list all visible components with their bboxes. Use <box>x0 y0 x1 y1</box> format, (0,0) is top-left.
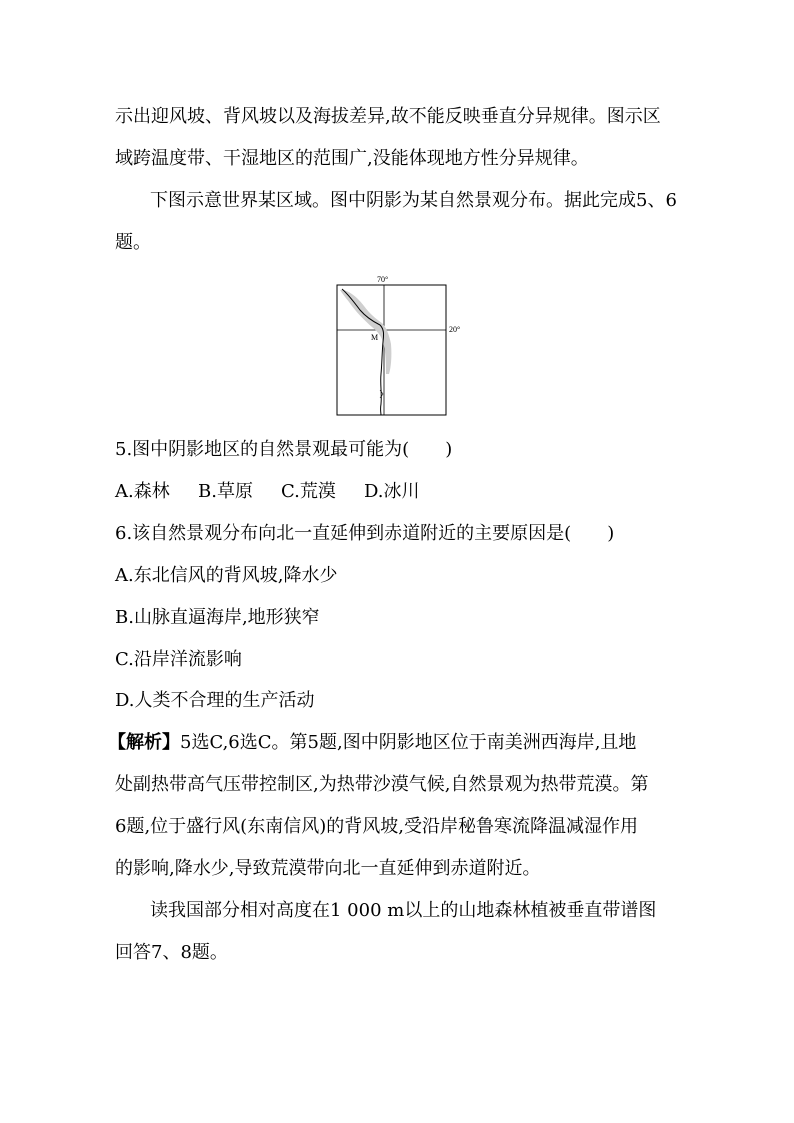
q6-stem: 6.该自然景观分布向北一直延伸到赤道附近的主要原因是( ) <box>115 523 615 544</box>
analysis-tag: 【解析】 <box>108 732 180 753</box>
q5-option-b: B.草原 <box>198 481 253 502</box>
lat-label: 20° <box>449 325 461 334</box>
q5-option-c: C.荒漠 <box>281 481 336 502</box>
intro-line-2: 题。 <box>115 232 151 253</box>
analysis-text-1: 5选C,6选C。第5题,图中阴影地区位于南美洲西海岸,且地 <box>180 732 637 753</box>
q5-stem: 5.图中阴影地区的自然景观最可能为( ) <box>115 439 453 460</box>
q5-option-a: A.森林 <box>115 481 170 502</box>
analysis-line-1 <box>108 734 636 752</box>
paragraph-line-1: 示出迎风坡、背风坡以及海拔差异,故不能反映垂直分异规律。图示区 <box>115 106 661 127</box>
lon-label: 70° <box>377 275 389 284</box>
intro-line-1: 下图示意世界某区域。图中阴影为某自然景观分布。据此完成5、6 <box>150 190 677 211</box>
map-figure <box>320 272 480 420</box>
analysis-line-2: 处副热带高气压带控制区,为热带沙漠气候,自然景观为热带荒漠。第 <box>115 774 649 795</box>
next-intro-line-2: 回答7、8题。 <box>115 942 228 963</box>
q6-option-d: D.人类不合理的生产活动 <box>115 690 315 711</box>
q6-option-b: B.山脉直逼海岸,地形狭窄 <box>115 607 320 628</box>
q5-option-d: D.冰川 <box>364 481 420 502</box>
analysis-line-3: 6题,位于盛行风(东南信风)的背风坡,受沿岸秘鲁寒流降温减湿作用 <box>115 816 638 837</box>
paragraph-line-2: 域跨温度带、干湿地区的范围广,没能体现地方性分异规律。 <box>115 148 589 169</box>
q6-option-a: A.东北信风的背风坡,降水少 <box>115 565 338 586</box>
analysis-line-4: 的影响,降水少,导致荒漠带向北一直延伸到赤道附近。 <box>115 858 541 879</box>
point-m-label: M <box>371 333 379 342</box>
q6-option-c: C.沿岸洋流影响 <box>115 649 242 670</box>
next-intro-line-1: 读我国部分相对高度在1 000 m以上的山地森林植被垂直带谱图 <box>150 900 657 921</box>
